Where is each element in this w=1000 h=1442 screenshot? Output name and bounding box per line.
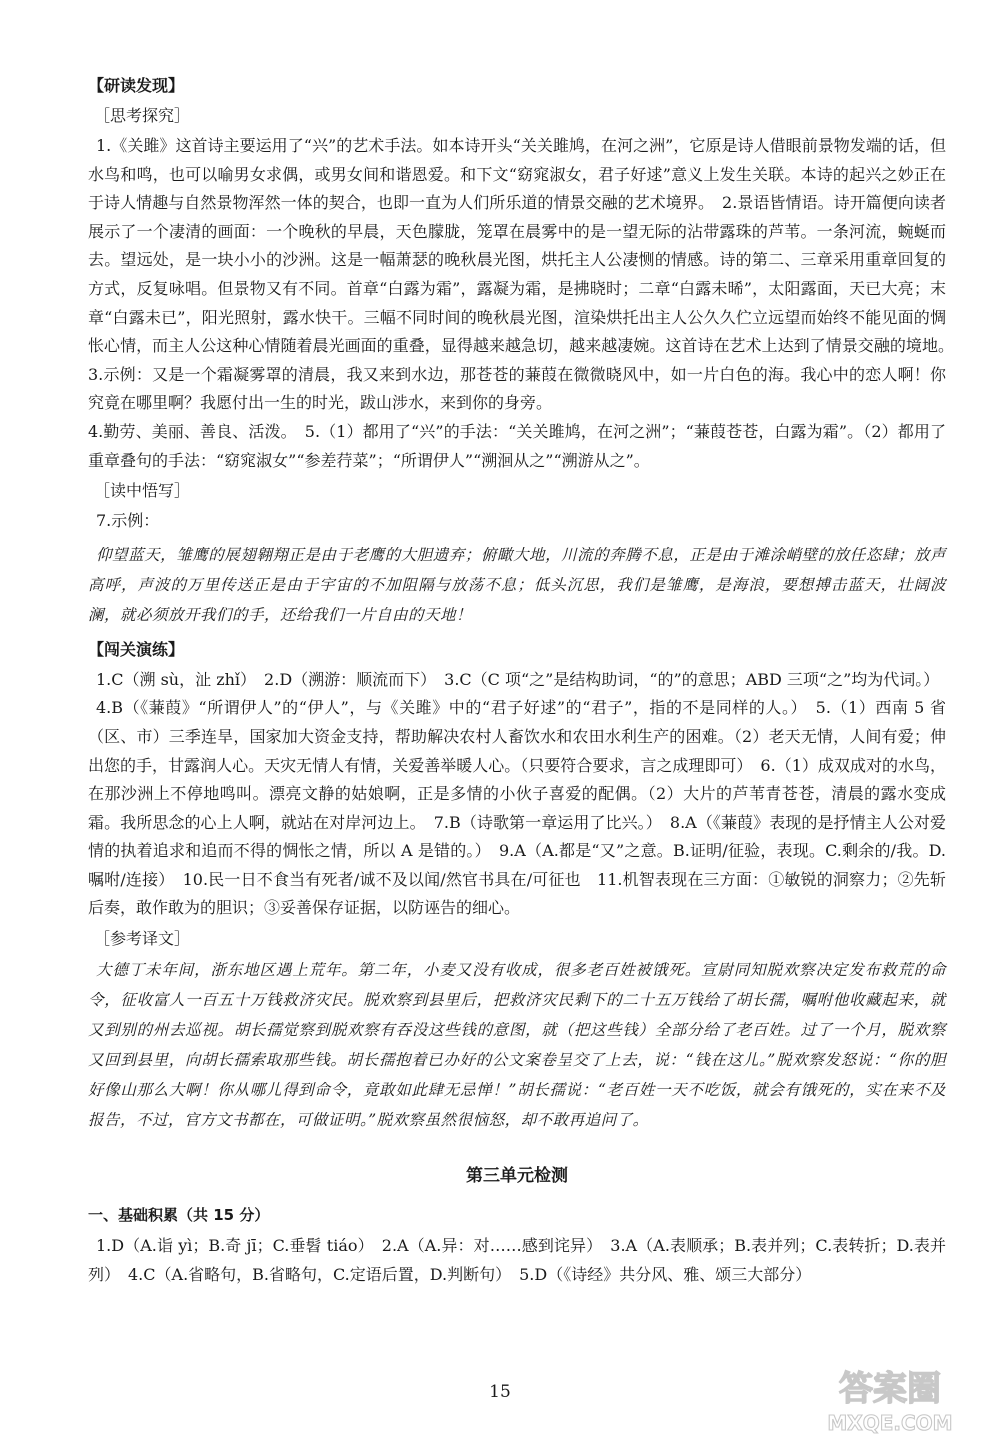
unit-test-title: 第三单元检测 [466, 1166, 568, 1187]
read-write-label: ［读中悟写］ [94, 481, 191, 501]
reference-translation-label: ［参考译文］ [94, 929, 191, 949]
practice-answers-2: 4.B（《蒹葭》“所谓伊人”的“伊人”，与《关雎》中的“君子好逑”的“君子”，指的不是同样的人。） 5.（1）西南 5 省（区、市）三季连旱，国家加大资金支持，帮助解决农村人畜饮水和农田水利生产的困难。（2）老天无情，人间有爱；伸出您的手，甘露润人心。天灾无情人有情，关爱善举暖人心。（只要符合要求，言之成理即可） 6.（1）成双成对的水鸟，在那沙洲上不停地鸣叫。漂亮文静的姑娘啊，正是多情的小伙子喜爱的配偶。（2）大片的芦苇青苍苍，清晨的露水变成霜。我所思念的心上人啊，就站在对岸河边上。 7.B（诗歌第一章运用了比兴。） 8.A（《蒹葭》表现的是抒情主人公对爱情的执着追求和追而不得的惆怅之情，所以 A 是错的。） 9.A（A.都是“又”之意。B.证明/征验，表现。C.剩余的/我。D.嘱咐/连接） 10.民一日不食当有死者/诚不及以闻/然官书具在/可征也 11.机智表现在三方面：①敏锐的洞察力；②先斩后奏，敢作敢为的胆识；③妥善保存证据，以防诬告的细心。 [88, 698, 946, 918]
basic-accumulation-title: 一、基础积累（共 15 分） [88, 1206, 270, 1225]
practice-answers-1: 1.C（溯 sù，沚 zhǐ） 2.D（溯游：顺流而下） 3.C（C 项“之”是结构助词，“的”的意思；ABD 三项“之”均为代词。） [96, 669, 940, 689]
page-content [88, 68, 963, 1289]
think-explore-answer-1: 1.《关雎》这首诗主要运用了“兴”的艺术手法。如本诗开头“关关雎鸠，在河之洲”，它原是诗人借眼前景物发端的话，但水鸟和鸣，也可以喻男女求偶，或男女间和谐恩爱。和下文“窈窕淑女，君子好逑”意义上发生关联。本诗的起兴之妙正在于诗人情趣与自然景物浑然一体的契合，也即一直为人们所乐道的情景交融的艺术境界。 2.景语皆情语。诗开篇便向读者展示了一个凄清的画面：一个晚秋的早晨，天色朦胧，笼罩在晨雾中的是一望无际的沾带露珠的芦苇。一条河流，蜿蜒而去。望远处，是一块小小的沙洲。这是一幅萧瑟的晚秋晨光图，烘托主人公凄恻的情感。诗的第二、三章采用重章回复的方式，反复咏唱。但景物又有不同。首章“白露为霜”，露凝为霜，是拂晓时；二章“白露未晞”，太阳露面，天已大亮；末章“白露未已”，阳光照射，露水快干。三幅不同时间的晚秋晨光图，渲染烘托出主人公久久伫立远望而始终不能见面的惆怅心情，而主人公这种心情随着晨光画面的重叠，显得越来越急切，越来越凄婉。这首诗在艺术上达到了情景交融的境地。 3.示例：又是一个霜凝雾罩的清晨，我又来到水边，那苍苍的蒹葭在微微晓风中，如一片白色的海。我心中的恋人啊！你究竟在哪里啊？我愿付出一生的时光，跋山涉水，来到你的身旁。 [88, 136, 963, 413]
basic-accumulation-answers: 1.D（A.诣 yì；B.奇 jī；C.垂髫 tiáo） 2.A（A.异：对……感到诧异） 3.A（A.表顺承；B.表并列；C.表转折；D.表并列） 4.C（A.省略句，B.省略句，C.定语后置，D.判断句） 5.D（《诗经》共分风、雅、颂三大部分） [88, 1236, 946, 1284]
watermark-logo [790, 1362, 990, 1436]
read-write-example-text: 仰望蓝天，雏鹰的展翅翱翔正是由于老鹰的大胆遗弃；俯瞰大地，川流的奔腾不息，正是由于滩涂峭壁的放任恣肆；放声高呼，声波的万里传送正是由于宇宙的不加阻隔与放荡不息；低头沉思，我们是雏鹰，是海浪，要想搏击蓝天，壮阔波澜，就必须放开我们的手，还给我们一片自由的天地！ [88, 545, 946, 624]
reference-translation-text: 大德丁未年间，浙东地区遇上荒年。第二年，小麦又没有收成，很多老百姓被饿死。宣尉同知脱欢察决定发布救荒的命令，征收富人一百五十万钱救济灾民。脱欢察到县里后，把救济灾民剩下的二十五万钱给了胡长孺，嘱咐他收藏起来，就又到别的州去巡视。胡长孺觉察到脱欢察有吞没这些钱的意图，就（把这些钱）全部分给了老百姓。过了一个月，脱欢察又回到县里，向胡长孺索取那些钱。胡长孺抱着已办好的公文案卷呈交了上去，说：“钱在这儿。”脱欢察发怒说：“你的胆好像山那么大啊！你从哪儿得到命令，竟敢如此肆无忌惮！”胡长孺说：“老百姓一天不吃饭，就会有饿死的，实在来不及报告，不过，官方文书都在，可做证明。”脱欢察虽然很恼怒，却不敢再追问了。 [88, 961, 946, 1130]
think-explore-answer-2: 4.勤劳、美丽、善良、活泼。 5.（1）都用了“兴”的手法：“关关雎鸠，在河之洲”；“蒹葭苍苍，白露为霜”。（2）都用了重章叠句的手法：“窈窕淑女”“参差荇菜”；“所谓伊人”“溯洄从之”“溯游从之”。 [88, 421, 946, 470]
study-heading: 【研读发现】 [88, 76, 185, 95]
page-number: 15 [489, 1382, 511, 1402]
watermark-text-en: MXQE.COM [827, 1411, 953, 1435]
watermark-text-cn: 答案圈 [839, 1369, 941, 1409]
practice-heading: 【闯关演练】 [88, 639, 185, 659]
think-explore-label: ［思考探究］ [94, 106, 191, 125]
read-write-example-label: 7.示例： [96, 511, 160, 531]
